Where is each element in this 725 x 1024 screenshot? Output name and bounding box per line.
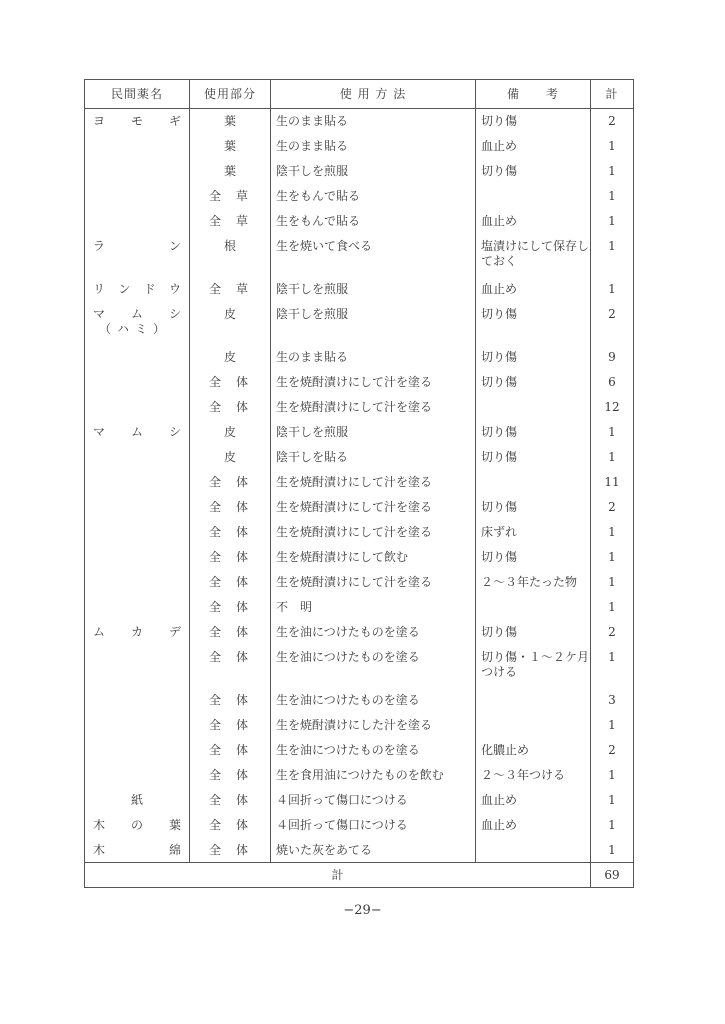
cell-name	[85, 470, 190, 495]
cell-count: 1	[591, 645, 634, 688]
total-row	[85, 863, 634, 888]
cell-note: ２～３年つける	[476, 763, 591, 788]
cell-note: 切り傷	[476, 302, 591, 345]
cell-part	[190, 688, 271, 713]
cell-note: 化膿止め	[476, 738, 591, 763]
cell-part	[190, 395, 271, 420]
part-text: 皮	[223, 449, 236, 464]
cell-method: 生を焼酎漬けにして汁を塗る	[271, 470, 476, 495]
cell-note: 切り傷	[476, 345, 591, 370]
cell-method: ４回折って傷口につける	[271, 813, 476, 838]
cell-method: 陰干しを煎服	[271, 302, 476, 345]
table-row	[85, 470, 634, 495]
name-text-spaced: マ ム シ	[93, 424, 181, 439]
part-text: 根	[223, 238, 236, 253]
cell-count: 11	[591, 470, 634, 495]
part-text: 全 体	[209, 499, 248, 514]
cell-name	[85, 370, 190, 395]
cell-part	[190, 738, 271, 763]
cell-part	[190, 838, 271, 863]
cell-name	[85, 395, 190, 420]
part-text: 全 体	[209, 574, 248, 589]
cell-part	[190, 813, 271, 838]
cell-method: 生を焼酎漬けにして汁を塗る	[271, 370, 476, 395]
cell-note: 塩漬けにして保存しておく	[476, 234, 591, 277]
table-row	[85, 495, 634, 520]
cell-name	[85, 570, 190, 595]
cell-method: 生を油につけたものを塗る	[271, 738, 476, 763]
cell-name	[85, 788, 190, 813]
cell-note	[476, 713, 591, 738]
page-number: −29−	[343, 903, 382, 918]
cell-count: 1	[591, 570, 634, 595]
table-row	[85, 302, 634, 345]
part-text: 全 体	[209, 599, 248, 614]
cell-name	[85, 420, 190, 445]
cell-count: 1	[591, 813, 634, 838]
cell-method: 生を焼酎漬けにして汁を塗る	[271, 520, 476, 545]
cell-name	[85, 545, 190, 570]
cell-method: 生を焼酎漬けにして汁を塗る	[271, 395, 476, 420]
cell-name	[85, 159, 190, 184]
cell-count: 1	[591, 445, 634, 470]
table-row	[85, 788, 634, 813]
cell-note: 床ずれ	[476, 520, 591, 545]
header-method: 使 用 方 法	[271, 80, 476, 109]
cell-method: 陰干しを貼る	[271, 445, 476, 470]
table-row	[85, 645, 634, 688]
table-row	[85, 763, 634, 788]
cell-method: ４回折って傷口につける	[271, 788, 476, 813]
cell-part	[190, 277, 271, 302]
cell-method: 生を油につけたものを塗る	[271, 645, 476, 688]
table-row	[85, 688, 634, 713]
part-text: 皮	[223, 349, 236, 364]
cell-method: 生のまま貼る	[271, 345, 476, 370]
cell-part	[190, 445, 271, 470]
cell-note	[476, 595, 591, 620]
cell-count: 2	[591, 302, 634, 345]
cell-name	[85, 277, 190, 302]
cell-note: 切り傷・１～２ケ月つける	[476, 645, 591, 688]
cell-count: 1	[591, 788, 634, 813]
total-value: 69	[591, 863, 634, 888]
table-row	[85, 420, 634, 445]
table-row	[85, 209, 634, 234]
cell-name	[85, 645, 190, 688]
name-text-spaced: マ ム シ	[93, 306, 181, 321]
cell-note: 切り傷	[476, 495, 591, 520]
cell-count: 1	[591, 209, 634, 234]
name-text: 紙	[130, 792, 143, 807]
part-text: 全 体	[209, 692, 248, 707]
cell-part	[190, 645, 271, 688]
cell-note: 切り傷	[476, 545, 591, 570]
part-text: 全 体	[209, 474, 248, 489]
name-text-spaced: リ ン ド ウ	[93, 281, 181, 296]
table-row	[85, 345, 634, 370]
part-text: 全 体	[209, 624, 248, 639]
cell-note	[476, 688, 591, 713]
part-text: 葉	[223, 138, 236, 153]
cell-name	[85, 813, 190, 838]
name-text-spaced: 木 綿	[93, 842, 181, 857]
total-label: 計	[85, 863, 591, 888]
cell-count: 1	[591, 420, 634, 445]
table-row	[85, 520, 634, 545]
cell-method: 生を食用油につけたものを飲む	[271, 763, 476, 788]
part-text: 全 体	[209, 742, 248, 757]
cell-count: 1	[591, 184, 634, 209]
part-text: 皮	[223, 424, 236, 439]
cell-note: 血止め	[476, 277, 591, 302]
cell-method: 生をもんで貼る	[271, 209, 476, 234]
cell-name	[85, 445, 190, 470]
cell-part	[190, 370, 271, 395]
cell-count: 1	[591, 763, 634, 788]
part-text: 全 体	[209, 717, 248, 732]
name-text-spaced: ム カ デ	[93, 624, 181, 639]
cell-part	[190, 495, 271, 520]
table-row	[85, 838, 634, 863]
cell-part	[190, 545, 271, 570]
part-text: 全 体	[209, 524, 248, 539]
cell-name	[85, 595, 190, 620]
cell-count: 2	[591, 620, 634, 645]
cell-name	[85, 495, 190, 520]
part-text: 全 体	[209, 549, 248, 564]
cell-note: 血止め	[476, 134, 591, 159]
cell-count: 2	[591, 109, 634, 134]
table-row	[85, 277, 634, 302]
cell-count: 2	[591, 495, 634, 520]
part-text: 全 草	[209, 213, 248, 228]
table-row	[85, 595, 634, 620]
name-text-spaced: 木 の 葉	[93, 817, 181, 832]
cell-method: 陰干しを煎服	[271, 420, 476, 445]
part-text: 全 体	[209, 767, 248, 782]
cell-note	[476, 184, 591, 209]
cell-name	[85, 302, 190, 345]
cell-note	[476, 838, 591, 863]
cell-method: 生を焼酎漬けにして飲む	[271, 545, 476, 570]
table-header-row	[85, 80, 634, 109]
cell-method: 生を油につけたものを塗る	[271, 688, 476, 713]
cell-note: 切り傷	[476, 620, 591, 645]
header-count: 計	[591, 80, 634, 109]
table-row	[85, 620, 634, 645]
part-text: 全 体	[209, 399, 248, 414]
cell-count: 1	[591, 277, 634, 302]
cell-method: 陰干しを煎服	[271, 159, 476, 184]
cell-name	[85, 763, 190, 788]
cell-name	[85, 345, 190, 370]
table-row	[85, 545, 634, 570]
part-text: 全 草	[209, 281, 248, 296]
table-row	[85, 159, 634, 184]
cell-count: 2	[591, 738, 634, 763]
cell-part	[190, 234, 271, 277]
cell-part	[190, 159, 271, 184]
cell-part	[190, 620, 271, 645]
cell-name	[85, 738, 190, 763]
table-row	[85, 184, 634, 209]
part-text: 全 体	[209, 817, 248, 832]
table-row	[85, 234, 634, 277]
part-text: 全 体	[209, 649, 248, 664]
cell-count: 1	[591, 595, 634, 620]
cell-count: 1	[591, 134, 634, 159]
cell-part	[190, 420, 271, 445]
cell-note: 切り傷	[476, 445, 591, 470]
cell-part	[190, 302, 271, 345]
cell-count: 9	[591, 345, 634, 370]
cell-part	[190, 713, 271, 738]
cell-part	[190, 470, 271, 495]
table-row	[85, 134, 634, 159]
cell-note: 切り傷	[476, 159, 591, 184]
cell-method: 生のまま貼る	[271, 134, 476, 159]
part-text: 皮	[223, 306, 236, 321]
cell-count: 6	[591, 370, 634, 395]
cell-name	[85, 520, 190, 545]
cell-note: 切り傷	[476, 370, 591, 395]
cell-name	[85, 209, 190, 234]
part-text: 葉	[223, 114, 236, 128]
cell-note: 切り傷	[476, 109, 591, 134]
name-text-spaced: ヨ モ ギ	[93, 114, 181, 128]
cell-method: 生を焼酎漬けにして汁を塗る	[271, 570, 476, 595]
cell-method: 生を焼いて食べる	[271, 234, 476, 277]
cell-part	[190, 763, 271, 788]
name-text-spaced: ラ ン	[93, 238, 181, 253]
header-part: 使用部分	[190, 80, 271, 109]
cell-count: 3	[591, 688, 634, 713]
table-row	[85, 570, 634, 595]
part-text: 全 体	[209, 374, 248, 389]
cell-part	[190, 184, 271, 209]
cell-method: 生を焼酎漬けにした汁を塗る	[271, 713, 476, 738]
cell-name	[85, 688, 190, 713]
cell-name	[85, 184, 190, 209]
table-row	[85, 813, 634, 838]
cell-count: 1	[591, 838, 634, 863]
cell-method: 陰干しを煎服	[271, 277, 476, 302]
cell-note: 血止め	[476, 209, 591, 234]
cell-count: 1	[591, 713, 634, 738]
part-text: 全 草	[209, 188, 248, 203]
table-body	[85, 109, 634, 863]
cell-name	[85, 234, 190, 277]
cell-count: 12	[591, 395, 634, 420]
header-note: 備 考	[476, 80, 591, 109]
cell-name	[85, 713, 190, 738]
table-row	[85, 109, 634, 134]
cell-part	[190, 788, 271, 813]
table-row	[85, 738, 634, 763]
part-text: 全 体	[209, 792, 248, 807]
cell-method: 焼いた灰をあてる	[271, 838, 476, 863]
name-subtext: （ハミ）	[99, 321, 172, 336]
cell-part	[190, 345, 271, 370]
cell-note: ２～３年たった物	[476, 570, 591, 595]
table-row	[85, 713, 634, 738]
cell-part	[190, 520, 271, 545]
cell-note: 血止め	[476, 813, 591, 838]
table-row	[85, 370, 634, 395]
cell-method: 生を焼酎漬けにして汁を塗る	[271, 495, 476, 520]
cell-part	[190, 209, 271, 234]
cell-note: 切り傷	[476, 420, 591, 445]
cell-part	[190, 595, 271, 620]
cell-part	[190, 570, 271, 595]
cell-count: 1	[591, 159, 634, 184]
cell-method: 生をもんで貼る	[271, 184, 476, 209]
header-name: 民間薬名	[85, 80, 190, 109]
cell-name	[85, 109, 190, 134]
cell-method: 生を油につけたものを塗る	[271, 620, 476, 645]
cell-count: 1	[591, 545, 634, 570]
cell-count: 1	[591, 520, 634, 545]
cell-method: 不 明	[271, 595, 476, 620]
cell-name	[85, 134, 190, 159]
cell-name	[85, 620, 190, 645]
cell-note: 血止め	[476, 788, 591, 813]
folk-medicine-table	[84, 79, 634, 888]
cell-part	[190, 109, 271, 134]
cell-part	[190, 134, 271, 159]
cell-count: 1	[591, 234, 634, 277]
table-row	[85, 445, 634, 470]
part-text: 全 体	[209, 842, 248, 857]
cell-name	[85, 838, 190, 863]
part-text: 葉	[223, 163, 236, 178]
cell-note	[476, 470, 591, 495]
cell-method: 生のまま貼る	[271, 109, 476, 134]
cell-note	[476, 395, 591, 420]
table-row	[85, 395, 634, 420]
